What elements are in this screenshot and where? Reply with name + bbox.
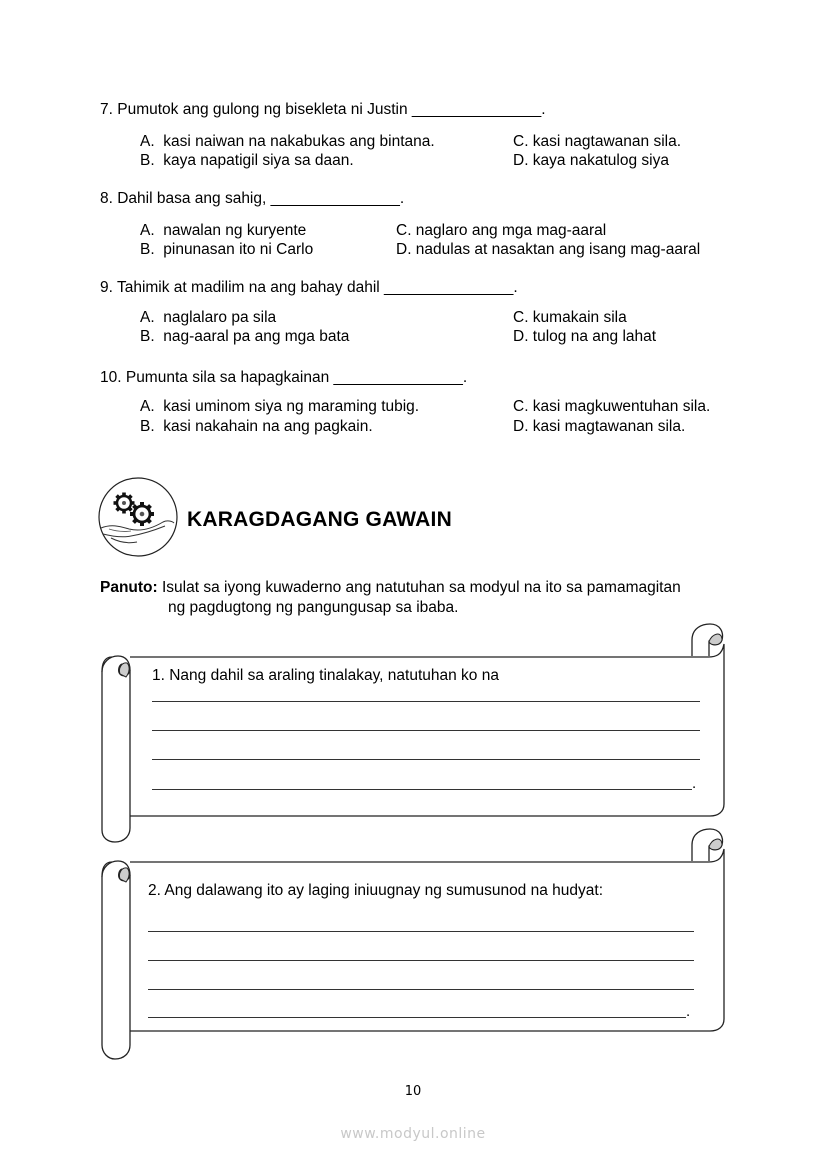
section-title: KARAGDAGANG GAWAIN [187,508,452,531]
instructions [100,578,681,618]
scroll-1-prompt: 1. Nang dahil sa araling tinalakay, natutuhan ko na [152,667,499,684]
answer-line[interactable] [148,960,694,961]
instructions-line-2: ng pagdugtong ng pangungusap sa ibaba. [168,599,459,616]
page-number: 10 [404,1084,422,1099]
question-8-option-b: B. pinunasan ito ni Carlo [140,241,314,258]
scroll-2-end-mark: . [686,1003,691,1020]
answer-scroll-2 [100,827,725,1062]
watermark: www.modyul.online [340,1126,486,1142]
scroll-frame-1 [100,622,726,844]
answer-scroll-1 [100,622,725,844]
question-9-option-c: C. kumakain sila [513,309,627,326]
answer-line[interactable] [148,989,694,990]
question-7-stem: 7. Pumutok ang gulong ng bisekleta ni Justin _______________. [100,101,546,118]
question-8-option-c: C. naglaro ang mga mag-aaral [396,222,607,239]
question-9-option-a: A. naglalaro pa sila [140,309,277,326]
answer-line[interactable] [152,730,700,731]
answer-line[interactable] [148,931,694,932]
question-8-option-d: D. nadulas at nasaktan ang isang mag-aaral [396,241,701,258]
question-10-option-c: C. kasi magkuwentuhan sila. [513,398,711,415]
instructions-line-1: Isulat sa iyong kuwaderno ang natutuhan sa modyul na ito sa pamamagitan [157,579,681,596]
instructions-label: Panuto: [100,579,158,596]
question-9-option-b: B. nag-aaral pa ang mga bata [140,328,350,345]
question-7-option-b: B. kaya napatigil siya sa daan. [140,152,354,169]
question-9-stem: 9. Tahimik at madilim na ang bahay dahil _______________. [100,279,518,296]
answer-line[interactable] [152,789,692,790]
scroll-2-prompt: 2. Ang dalawang ito ay laging iniuugnay ng sumusunod na hudyat: [148,882,604,899]
question-8-option-a: A. nawalan ng kuryente [140,222,307,239]
answer-line[interactable] [152,759,700,760]
question-7-option-c: C. kasi nagtawanan sila. [513,133,682,150]
question-7-option-d: D. kaya nakatulog siya [513,152,669,169]
question-9-option-d: D. tulog na ang lahat [513,328,657,345]
answer-line[interactable] [152,701,700,702]
question-10-option-b: B. kasi nakahain na ang pagkain. [140,418,373,435]
answer-line[interactable] [148,1017,686,1018]
scroll-frame-2 [100,827,726,1062]
question-8-stem: 8. Dahil basa ang sahig, _______________. [100,190,405,207]
question-10-option-d: D. kasi magtawanan sila. [513,418,686,435]
question-10-stem: 10. Pumunta sila sa hapagkainan _______________. [100,369,468,386]
gears-in-hand-icon [97,476,179,558]
scroll-1-end-mark: . [692,775,697,792]
question-10-option-a: A. kasi uminom siya ng maraming tubig. [140,398,420,415]
question-7-option-a: A. kasi naiwan na nakabukas ang bintana. [140,133,435,150]
